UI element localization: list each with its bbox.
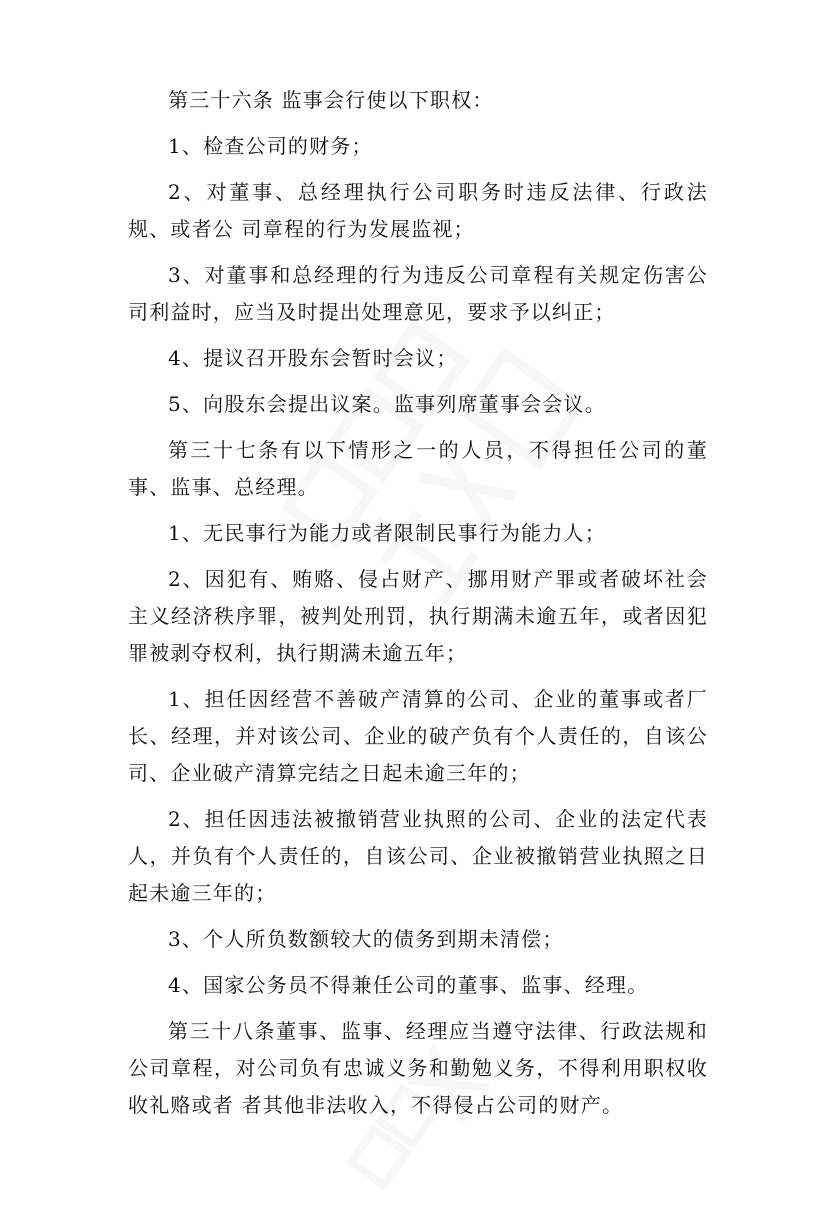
article-36-item-1: 1、检查公司的财务； (168, 134, 373, 158)
article-37-item-5: 3、个人所负数额较大的债务到期未清偿； (168, 927, 564, 951)
article-37-heading: 第三十七条有以下情形之一的人员，不得担任公司的董事、监事、总经理。 (128, 438, 708, 499)
article-36-heading: 第三十六条 监事会行使以下职权： (168, 88, 494, 112)
article-37-item-4: 2、担任因违法被撤销营业执照的公司、企业的法定代表人，并负有个人责任的，自该公司、企业被撤销营业执照之日起未逾三年的； (128, 807, 708, 905)
article-37-item-1: 1、无民事行为能力或者限制民事行为能力人； (168, 521, 606, 545)
article-37-item-2: 2、因犯有、贿赂、侵占财产、挪用财产罪或者破坏社会主义经济秩序罪，被判处刑罚，执行期满未逾五年，或者因犯罪被剥夺权利，执行期满未逾五年； (128, 567, 708, 665)
document-body (128, 82, 708, 1133)
article-37-item-3: 1、担任因经营不善破产清算的公司、企业的董事或者厂长、经理，并对该公司、企业的破产负有个人责任的，自该公司、企业破产清算完结之日起未逾三年的； (128, 687, 708, 785)
article-36-item-5: 5、向股东会提出议案。监事列席董事会会议。 (168, 392, 606, 416)
article-37-item-6: 4、国家公务员不得兼任公司的董事、监事、经理。 (168, 973, 649, 997)
article-36-item-4: 4、提议召开股东会暂时会议； (168, 346, 458, 370)
article-36-item-2: 2、对董事、总经理执行公司职务时违反法律、行政法规、或者公 司章程的行为发展监视； (128, 180, 708, 241)
article-36-item-3: 3、对董事和总经理的行为违反公司章程有关规定伤害公司利益时，应当及时提出处理意见，要求予以纠正； (128, 263, 708, 324)
article-38-paragraph: 第三十八条董事、监事、经理应当遵守法律、行政法规和公司章程，对公司负有忠诚义务和勤勉义务，不得利用职权收收礼赂或者 者其他非法收入，不得侵占公司的财产。 (128, 1019, 708, 1117)
